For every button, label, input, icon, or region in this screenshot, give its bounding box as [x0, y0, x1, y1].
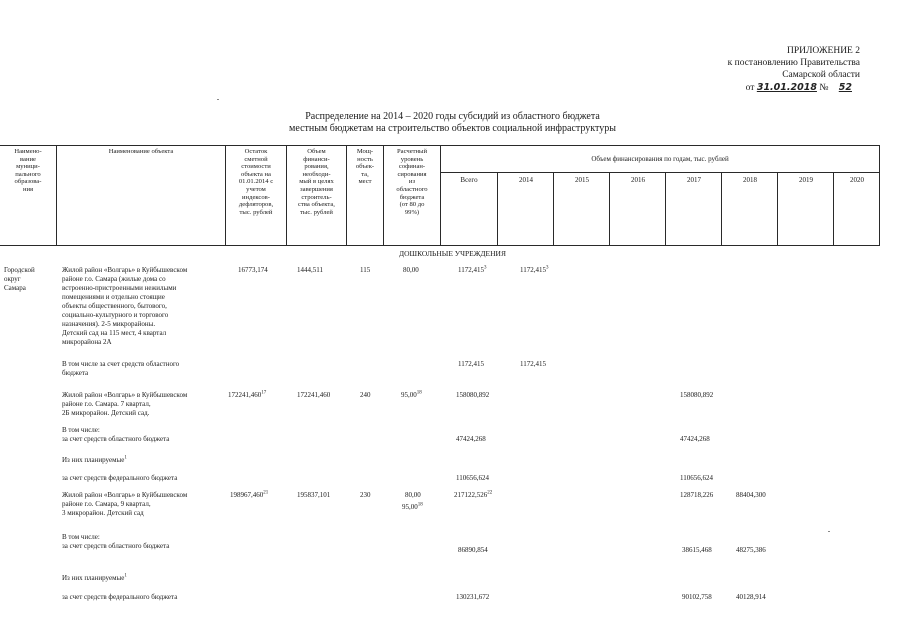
- footnote-mark: 1: [124, 455, 127, 461]
- appendix-line-decree: к постановлению Правительства: [727, 58, 860, 68]
- footnote-mark: 21: [263, 490, 269, 496]
- total-value: [454, 491, 492, 500]
- header-year-2016: 2016: [631, 176, 645, 184]
- scan-speck: [828, 531, 830, 532]
- appendix-date-line: [746, 82, 860, 94]
- municipality-name: Городской округ Самара: [4, 266, 35, 292]
- date-value: 31.01.2018: [756, 82, 817, 93]
- total-number: 217122,526: [454, 491, 488, 499]
- year-2017-value: 128718,226: [680, 491, 714, 499]
- remaining-number: 198967,460: [230, 491, 264, 499]
- required-funding: 195837,101: [297, 491, 331, 499]
- year-2018-value: 40128,914: [736, 593, 766, 601]
- cofinancing-value: [401, 391, 422, 400]
- year-2017-value: 38615,468: [682, 546, 712, 554]
- header-cofinancing: Расчетный уровень софинан- сирования из областного бюджета (от 80 до 99%): [396, 148, 428, 216]
- year-header-rule: [440, 172, 880, 173]
- total-value: 110656,624: [456, 474, 489, 482]
- header-required-funding: Объем финанси- рования, необходи- мый в целях завершения строитель- ства объекта, тыс. рублей: [298, 148, 335, 216]
- header-municipality: Наимено- вание муници- пального образова- ния: [14, 148, 42, 193]
- remaining-cost: 16773,174: [238, 266, 268, 274]
- remaining-number: 172241,460: [228, 391, 262, 399]
- table-header-bottom-rule: [0, 245, 880, 246]
- year-2017-value: 110656,624: [680, 474, 713, 482]
- capacity-value: 240: [360, 391, 371, 399]
- sub-label: за счет средств федерального бюджета: [62, 474, 178, 482]
- remaining-cost: [230, 491, 268, 500]
- remaining-cost: [228, 391, 266, 400]
- year-2014-number: 1172,415: [520, 266, 546, 274]
- header-year-2015: 2015: [575, 176, 589, 184]
- object-name: Жилой район «Волгарь» в Куйбышевском районе г.о. Самара. 7 квартал, 2Б микрорайон. Детский сад.: [62, 391, 188, 417]
- total-value: 47424,268: [456, 435, 486, 443]
- object-name: Жилой район «Волгарь» в Куйбышевском районе г.о. Самара, 9 квартал, 3 микрорайон. Детский сад: [62, 491, 188, 517]
- year-2017-value: 158080,892: [680, 391, 714, 399]
- cofin-number: 95,00: [401, 391, 417, 399]
- header-year-2018: 2018: [743, 176, 757, 184]
- header-remaining-cost: Остаток сметной стоимости объекта на 01.01.2014 с учетом индексов- дефляторов, тыс. рублей: [238, 148, 274, 216]
- sub-label-planned: [62, 574, 127, 583]
- footnote-mark: 17: [261, 390, 267, 396]
- required-funding: 172241,460: [297, 391, 331, 399]
- section-title: ДОШКОЛЬНЫЕ УЧРЕЖДЕНИЯ: [399, 249, 506, 258]
- sub-label: В том числе за счет средств областного бюджета: [62, 360, 180, 377]
- footnote-mark: 3: [546, 265, 549, 271]
- header-year-2019: 2019: [799, 176, 813, 184]
- year-2018-value: 88404,300: [736, 491, 766, 499]
- capacity-value: 230: [360, 491, 371, 499]
- col-divider: [56, 145, 57, 245]
- footnote-mark: 18: [416, 390, 422, 396]
- sub-label: В том числе: за счет средств областного бюджета: [62, 533, 170, 550]
- required-funding: 1444,511: [297, 266, 323, 274]
- appendix-title: ПРИЛОЖЕНИЕ 2: [786, 46, 860, 56]
- header-funding-by-year: Объем финансирования по годам, тыс. рублей: [591, 155, 729, 163]
- cofinancing-value: 80,00: [405, 491, 421, 499]
- year-2017-value: 90102,758: [682, 593, 712, 601]
- number-prefix: №: [819, 83, 829, 93]
- year-2014-value: 1172,415: [520, 360, 546, 368]
- table-right-border: [879, 145, 880, 246]
- scan-speck: [217, 99, 219, 100]
- header-object: Наименование объекта: [108, 148, 174, 155]
- sub-label: В том числе: за счет средств областного бюджета: [62, 426, 170, 443]
- footnote-mark: 22: [487, 490, 493, 496]
- header-total: Всего: [460, 176, 478, 184]
- appendix-line-region: Самарской области: [782, 70, 860, 80]
- header-year-2014: 2014: [519, 176, 533, 184]
- total-number: 1172,415: [458, 266, 484, 274]
- cofinancing-value-alt: [402, 503, 423, 512]
- document-title-line1: Распределение на 2014 – 2020 годы субсидий из областного бюджета: [305, 111, 600, 122]
- cofinancing-value: 80,00: [403, 266, 419, 274]
- number-value: 52: [838, 82, 852, 93]
- footnote-mark: 18: [417, 502, 423, 508]
- footnote-mark: 3: [484, 265, 487, 271]
- footnote-mark: 1: [124, 573, 127, 579]
- document-title-line2: местным бюджетам на строительство объектов социальной инфраструктуры: [289, 123, 616, 134]
- planned-label: Из них планируемые: [62, 574, 125, 582]
- year-2018-value: 48275,386: [736, 546, 766, 554]
- total-value: 130231,672: [456, 593, 490, 601]
- header-year-2020: 2020: [850, 176, 864, 184]
- cofin-number: 95,00: [402, 503, 418, 511]
- date-prefix: от: [745, 83, 755, 93]
- total-value: 86890,854: [458, 546, 488, 554]
- year-2017-value: 47424,268: [680, 435, 710, 443]
- header-year-2017: 2017: [687, 176, 701, 184]
- sub-label-planned: [62, 456, 127, 465]
- year-2014-value: [520, 266, 549, 275]
- object-name: Жилой район «Волгарь» в Куйбышевском районе г.о. Самара (жилые дома со встроенно-пристроенными нежилыми помещениями и отдельно стоящие объекты общественного, бытового, социально-культурного и торгового назначения). 2-5 микрорайоны. Детский сад на 115 мест, 4 квартал микрорайона 2А: [62, 266, 188, 346]
- total-value: 158080,892: [456, 391, 490, 399]
- planned-label: Из них планируемые: [62, 456, 125, 464]
- capacity-value: 115: [360, 266, 371, 274]
- sub-label: за счет средств федерального бюджета: [62, 593, 178, 601]
- total-value: [458, 266, 487, 275]
- header-capacity: Мощ- ность объек- та, мест: [355, 148, 375, 186]
- total-value: 1172,415: [458, 360, 484, 368]
